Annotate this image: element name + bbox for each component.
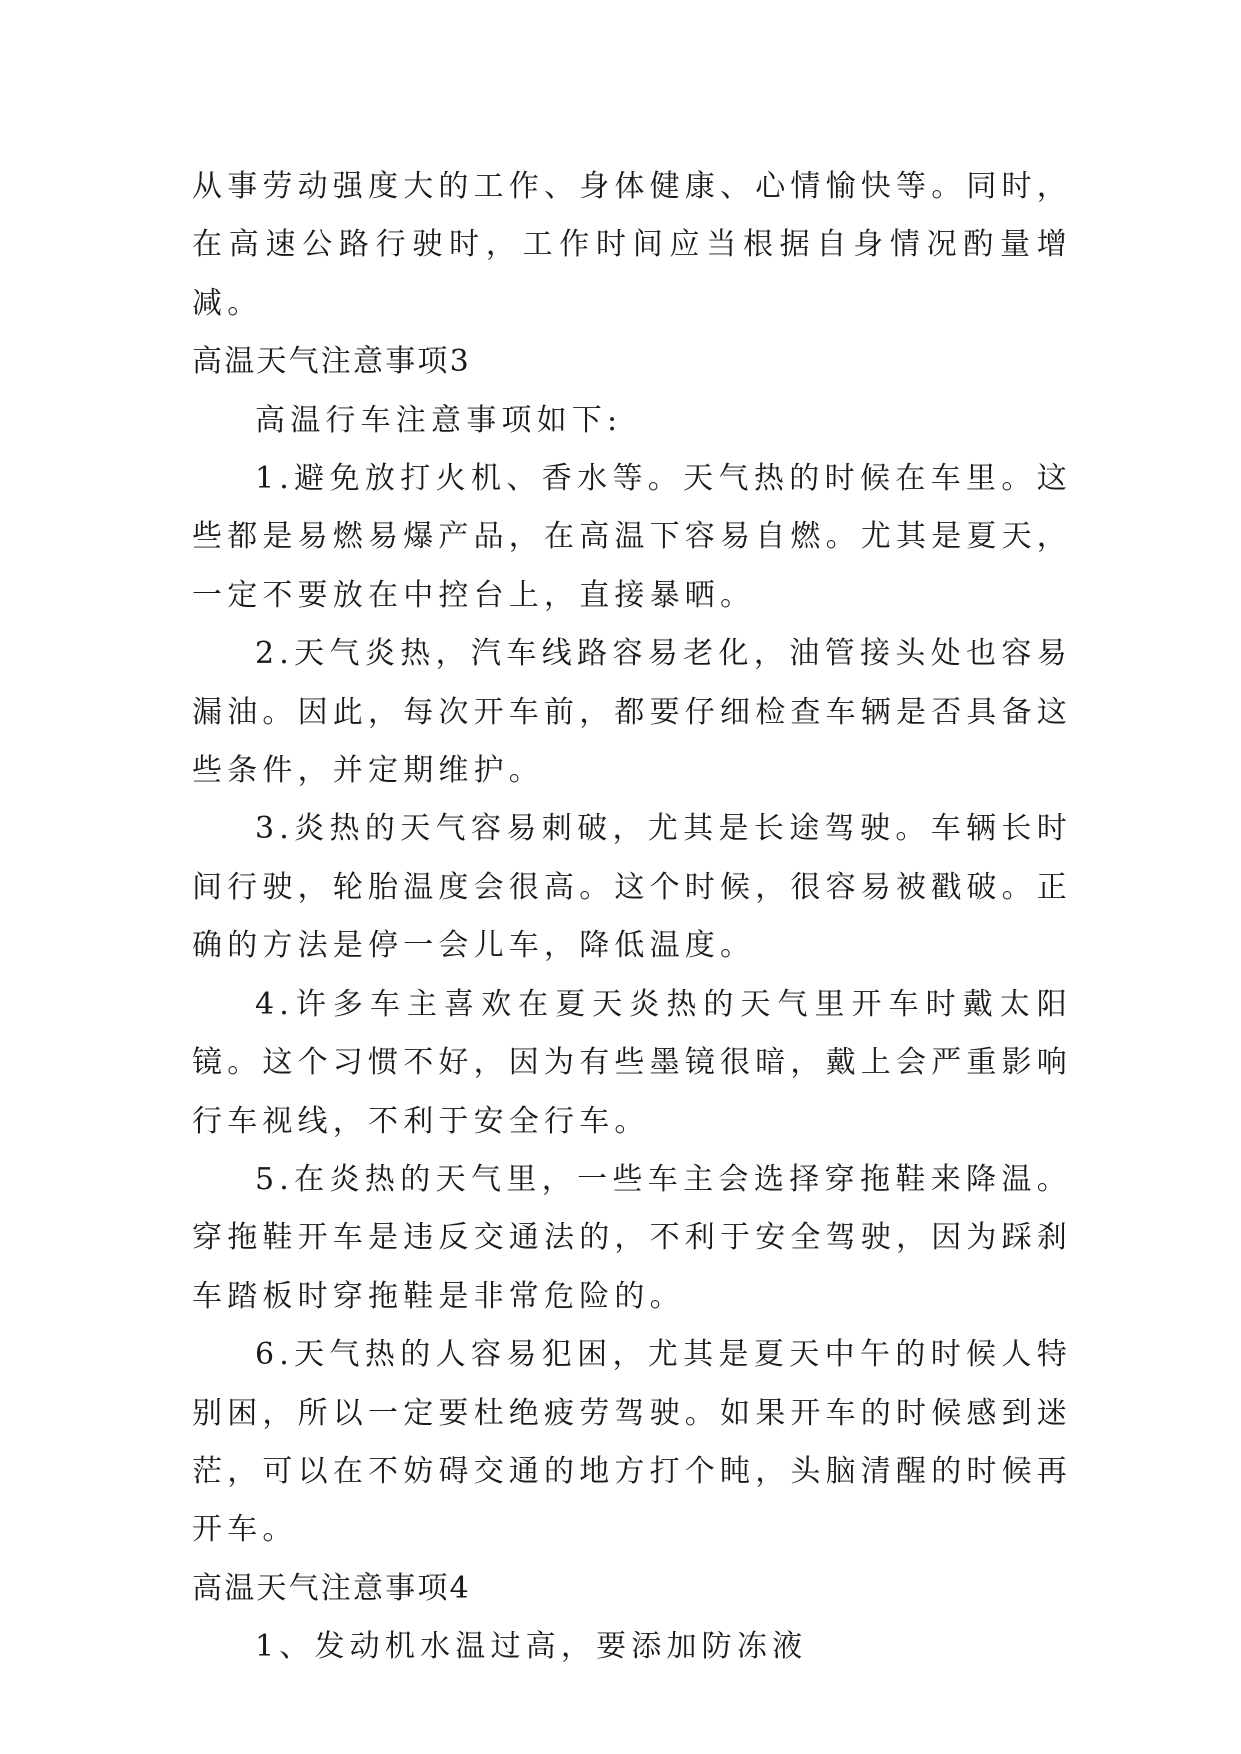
list-item-5: 5.在炎热的天气里，一些车主会选择穿拖鞋来降温。穿拖鞋开车是违反交通法的，不利于安全驾驶，因为踩刹车踏板时穿拖鞋是非常危险的。 [192,1161,1072,1314]
paragraph-continuation: 从事劳动强度大的工作、身体健康、心情愉快等。同时，在高速公路行驶时，工作时间应当根据自身情况酌量增减。 [192,169,1072,321]
list-item-6: 6.天气热的人容易犯困，尤其是夏天中午的时候人特别困，所以一定要杜绝疲劳驾驶。如果开车的时候感到迷茫，可以在不妨碍交通的地方打个盹，头脑清醒的时候再开车。 [192,1337,1072,1548]
list-item-1-section-4: 1、发动机水温过高，要添加防冻液 [255,1629,808,1665]
paragraph-intro: 高温行车注意事项如下: [255,402,623,438]
list-item-2: 2.天气炎热，汽车线路容易老化，油管接头处也容易漏油。因此，每次开车前，都要仔细检查车辆是否具备这些条件，并定期维护。 [192,636,1072,789]
section-heading-4: 高温天气注意事项4 [192,1570,471,1606]
document-body [192,158,1072,1677]
list-item-4: 4.许多车主喜欢在夏天炎热的天气里开车时戴太阳镜。这个习惯不好，因为有些墨镜很暗，戴上会严重影响行车视线，不利于安全行车。 [192,986,1072,1139]
section-heading-3: 高温天气注意事项3 [192,344,471,380]
list-item-3: 3.炎热的天气容易刺破，尤其是长途驾驶。车辆长时间行驶，轮胎温度会很高。这个时候，很容易被戳破。正确的方法是停一会儿车，降低温度。 [192,811,1072,964]
list-item-1: 1.避免放打火机、香水等。天气热的时候在车里。这些都是易燃易爆产品，在高温下容易自燃。尤其是夏天，一定不要放在中控台上，直接暴晒。 [192,461,1072,613]
